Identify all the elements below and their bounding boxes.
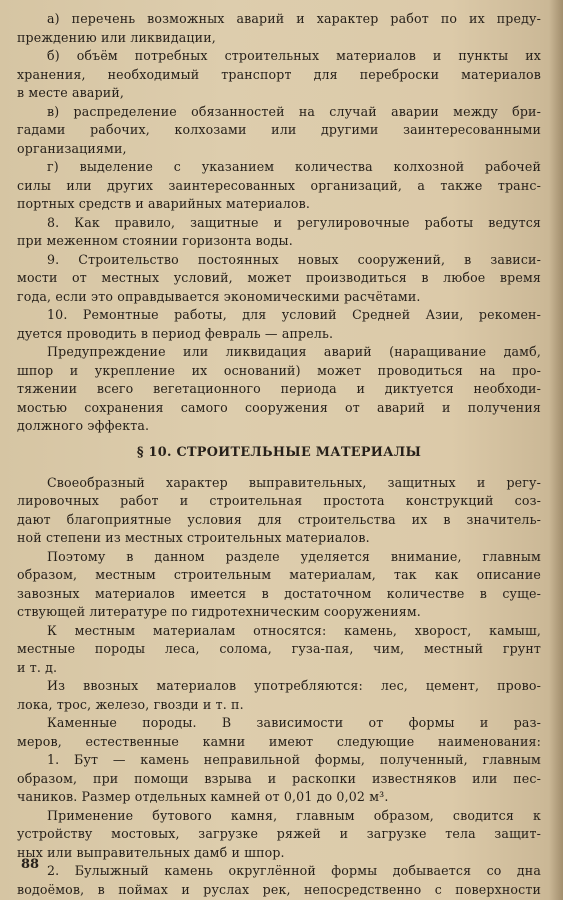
text-line: при меженном стоянии горизонта воды. (17, 233, 293, 248)
text-line: б) объём потребных строительных материалов и пункты их (47, 48, 541, 63)
text-line: мости от местных условий, может производиться в любое время (17, 270, 541, 285)
text-line: Своеобразный характер выправительных, защитных и регу- (47, 474, 541, 490)
text-line: портных средств и аварийных материалов. (17, 196, 311, 211)
text-line: завозных материалов имеется в достаточном количестве в суще- (17, 585, 541, 601)
text-line: ствующей литературе по гидротехническим сооружениям. (17, 604, 421, 619)
text-line: года, если это оправдывается экономическими расчётами. (17, 288, 421, 304)
text-line: организациями, (17, 140, 127, 156)
page-text (17, 10, 541, 899)
page-number: 88 (21, 857, 40, 872)
text-line: хранения, необходимый транспорт для переброски материалов (17, 66, 541, 82)
text-line: шпор и укрепление их оснований) может проводиться на про- (17, 362, 541, 378)
text-line: в месте аварий, (17, 85, 125, 100)
text-line: образом, местным строительным материалам, так как описание (17, 567, 541, 582)
page-edge-shadow (549, 0, 563, 900)
text-line: лировочных работ и строительная простота конструкций соз- (17, 493, 541, 508)
text-line: 9. Строительство постоянных новых сооружений, в зависи- (47, 251, 541, 267)
text-line: должного эффекта. (17, 418, 150, 433)
text-line: чаников. Размер отдельных камней от 0,01 до 0,02 м³. (17, 789, 389, 804)
text-line: образом, при помощи взрыва и раскопки известняков или пес- (17, 770, 541, 786)
text-line: Предупреждение или ликвидация аварий (наращивание дамб, (47, 344, 541, 359)
text-line: ной степени из местных строительных материалов. (17, 530, 370, 545)
text-line: дают благоприятные условия для строительства их в значитель- (17, 511, 541, 527)
text-line: силы или других заинтересованных организаций, а также транс- (17, 177, 541, 193)
text-line: 10. Ремонтные работы, для условий Средней Азии, рекомен- (47, 307, 541, 322)
text-line: тяжении всего вегетационного периода и диктуется необходи- (17, 381, 541, 396)
text-line: устройству мостовых, загрузке ряжей и загрузке тела защит- (17, 826, 541, 841)
text-line: г) выделение с указанием количества колхозной рабочей (47, 159, 541, 174)
text-line: в) распределение обязанностей на случай аварии между бри- (47, 103, 541, 119)
text-line: мостью сохранения самого сооружения от аварий и получения (17, 399, 541, 415)
text-line: лока, трос, железо, гвозди и т. п. (17, 696, 244, 712)
text-line: и т. д. (17, 659, 58, 675)
text-line: местные породы леса, солома, гуза-пая, чим, местный грунт (17, 641, 541, 656)
section-heading: § 10. СТРОИТЕЛЬНЫЕ МАТЕРИАЛЫ (136, 444, 422, 460)
text-line: 8. Как правило, защитные и регулировочные работы ведутся (47, 214, 541, 230)
text-line: а) перечень возможных аварий и характер работ по их преду- (47, 11, 541, 26)
text-line: меров, естественные камни имеют следующие наименования: (17, 733, 541, 749)
text-line: 1. Бут — камень неправильной формы, полученный, главным (47, 752, 541, 767)
text-line: водоёмов, в поймах и руслах рек, непосредственно с поверхности (17, 881, 541, 897)
text-line: 2. Булыжный камень округлённой формы добывается со дна (47, 863, 541, 878)
text-line: Применение бутового камня, главным образом, сводится к (47, 807, 541, 823)
text-block-requirements (17, 10, 541, 436)
text-line: Поэтому в данном разделе уделяется внимание, главным (47, 548, 541, 564)
text-line: Из ввозных материалов употребляются: лес, цемент, прово- (47, 678, 541, 693)
text-line: преждению или ликвидации, (17, 29, 216, 45)
text-line: ных или выправительных дамб и шпор. (17, 844, 285, 860)
text-line: К местным материалам относятся: камень, хворост, камыш, (47, 622, 541, 638)
text-line: дуется проводить в период февраль — апрель. (17, 325, 334, 341)
text-block-materials (17, 474, 541, 900)
text-line: Каменные породы. В зависимости от формы и раз- (47, 715, 541, 730)
text-line: гадами рабочих, колхозами или другими заинтересованными (17, 122, 541, 137)
